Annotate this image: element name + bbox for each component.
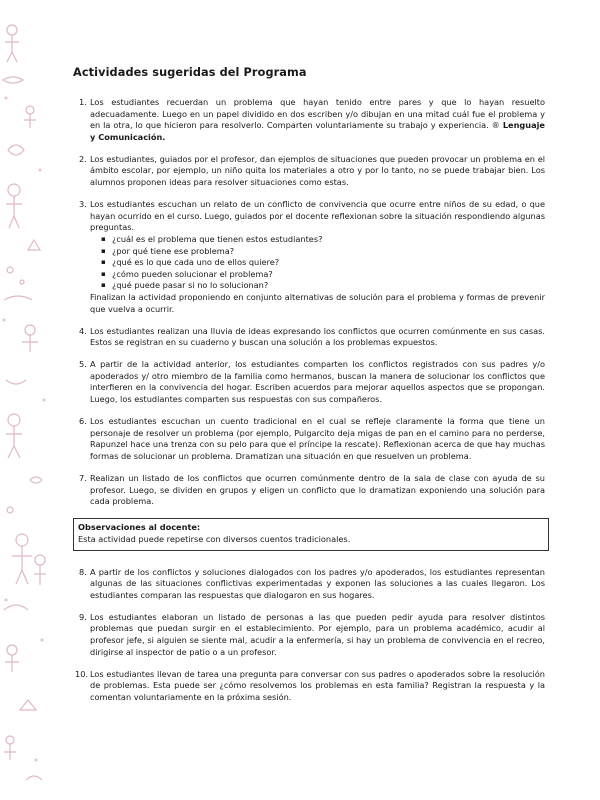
activity-item-4 bbox=[73, 326, 545, 349]
activity-number: 6. bbox=[79, 416, 87, 427]
question-item: ▪ ¿cuál es el problema que tienen estos estudiantes? bbox=[100, 234, 545, 246]
activity-closing-text: Finalizan la actividad proponiendo en conjunto alternativas de solución para el problema y formas de prevenir que vuelva a ocurrir. bbox=[90, 291, 545, 314]
activity-item-1 bbox=[73, 97, 545, 143]
activity-number: 4. bbox=[79, 325, 87, 336]
activity-text: Los estudiantes escuchan un cuento tradicional en el cual se refleje claramente la forma que tiene un personaje de resolver un problema (por ejemplo, Pulgarcito deja migas de pan en el camino para no perderse, Rapunzel hace una trenza con su pelo para que el príncipe la rescate). Reflexionan acerca de que hay muchas formas de solucionar un problema. Dramatizan una situación en que resuelven un problema. bbox=[90, 416, 545, 461]
activity-subject: Lenguaje y Comunicación. bbox=[90, 120, 545, 142]
question-item: ▪ ¿qué es lo que cada uno de ellos quiere? bbox=[100, 257, 545, 269]
activity-number: 7. bbox=[79, 473, 87, 484]
decorative-margin-illustration bbox=[0, 0, 58, 800]
activity-item-5 bbox=[73, 359, 545, 405]
activity-number: 10. bbox=[75, 668, 89, 679]
activity-text: Los estudiantes llevan de tarea una pregunta para conversar con sus padres o apoderados sobre la resolución de problemas. Esta puede ser ¿cómo resolvemos los problemas en esta familia? Registran la respuesta y la comentan voluntariamente en la próxima sesión. bbox=[90, 668, 545, 702]
document-page bbox=[73, 66, 545, 714]
activity-item-3 bbox=[73, 199, 545, 315]
activity-text: A partir de los conflictos y soluciones dialogados con los padres y/o apoderados, los estudiantes representan algunas de las situaciones conflictivas experimentadas y exponen las soluciones a las cuales llegaron. Los estudiantes comparan las respuestas que dialogaron en sus hogares. bbox=[90, 566, 545, 600]
activity-list-part-1 bbox=[73, 97, 545, 508]
activity-text: Los estudiantes elaboran un listado de personas a las que pueden pedir ayuda para resolver distintos problemas que puedan surgir en el establecimiento. Por ejemplo, para un problema académico, acudir al profesor jefe, si alguien se siente mal, acudir a la enfermería, si hay un problema de convivencia en el recreo, dirigirse al inspector de patio o a un profesor. bbox=[90, 611, 545, 657]
activity-text: Los estudiantes realizan una lluvia de ideas expresando los conflictos que ocurren comúnmente en sus casas. Estos se registran en su cuaderno y buscan una solución a los problemas expuestos. bbox=[90, 325, 545, 348]
activity-list-part-2 bbox=[73, 567, 545, 704]
activity-number: 1. bbox=[79, 97, 87, 107]
activity-text: A partir de la actividad anterior, los estudiantes comparten los conflictos registrados con sus padres y/o apoderados y/ otro miembro de la familia como hermanos, buscan la manera de solucionar los conflictos que interfieren en la convivencia del hogar. Escriben acuerdos para mejorar aquellos aspectos que se propongan. Luego, los estudiantes comparten sus respuestas con sus compañeros. bbox=[90, 359, 545, 405]
page-title: Actividades sugeridas del Programa bbox=[73, 66, 307, 79]
question-item: ▪ ¿por qué tiene ese problema? bbox=[100, 246, 545, 258]
question-list bbox=[100, 234, 545, 292]
question-item: ▪ ¿qué puede pasar si no lo solucionan? bbox=[100, 280, 545, 292]
activity-item-8 bbox=[73, 567, 545, 602]
activity-text: Realizan un listado de los conflictos que ocurren comúnmente dentro de la sala de clase con ayuda de su profesor. Luego, se dividen en grupos y eligen un conflicto que lo dramatizan exponiendo una solución para cada problema. bbox=[90, 473, 545, 507]
observations-text: Esta actividad puede repetirse con diversos cuentos tradicionales. bbox=[78, 533, 351, 544]
activity-item-6 bbox=[73, 416, 545, 462]
activity-number: 9. bbox=[79, 611, 87, 622]
observations-title: Observaciones al docente: bbox=[78, 522, 201, 533]
activity-item-10 bbox=[73, 669, 545, 704]
activity-text: Los estudiantes recuerdan un problema que hayan tenido entre pares y que lo hayan resuelto adecuadamente. Luego en un papel dividido en dos escriben y/o dibujan en una mitad cuál fue el problema y en la otra, lo que hicieron para resolverlo. Comparten voluntariamente su trabajo y experiencia. ® bbox=[90, 97, 545, 131]
question-item: ▪ ¿cómo pueden solucionar el problema? bbox=[100, 269, 545, 281]
activity-number: 8. bbox=[79, 566, 87, 577]
teacher-observations-box bbox=[73, 518, 549, 550]
activity-text: Los estudiantes, guiados por el profesor, dan ejemplos de situaciones que pueden provocar un problema en el ámbito escolar, por ejemplo, un niño quita los materiales a otro y por lo tanto, no se puede trabajar bien. Los alumnos proponen ideas para resolver situaciones como estas. bbox=[90, 153, 545, 188]
activity-item-9 bbox=[73, 612, 545, 658]
activity-number: 2. bbox=[79, 153, 87, 164]
activity-item-7 bbox=[73, 473, 545, 508]
activity-text: Los estudiantes escuchan un relato de un conflicto de convivencia que ocurre entre niños de su edad, o que hayan ocurrido en el curso. Luego, guiados por el docente reflexionan sobre la situación respondiendo algunas preguntas. bbox=[90, 199, 545, 233]
activity-number: 5. bbox=[79, 359, 87, 370]
children-doodle-icon bbox=[0, 0, 58, 800]
activity-number: 3. bbox=[79, 199, 87, 210]
activity-item-2 bbox=[73, 154, 545, 189]
